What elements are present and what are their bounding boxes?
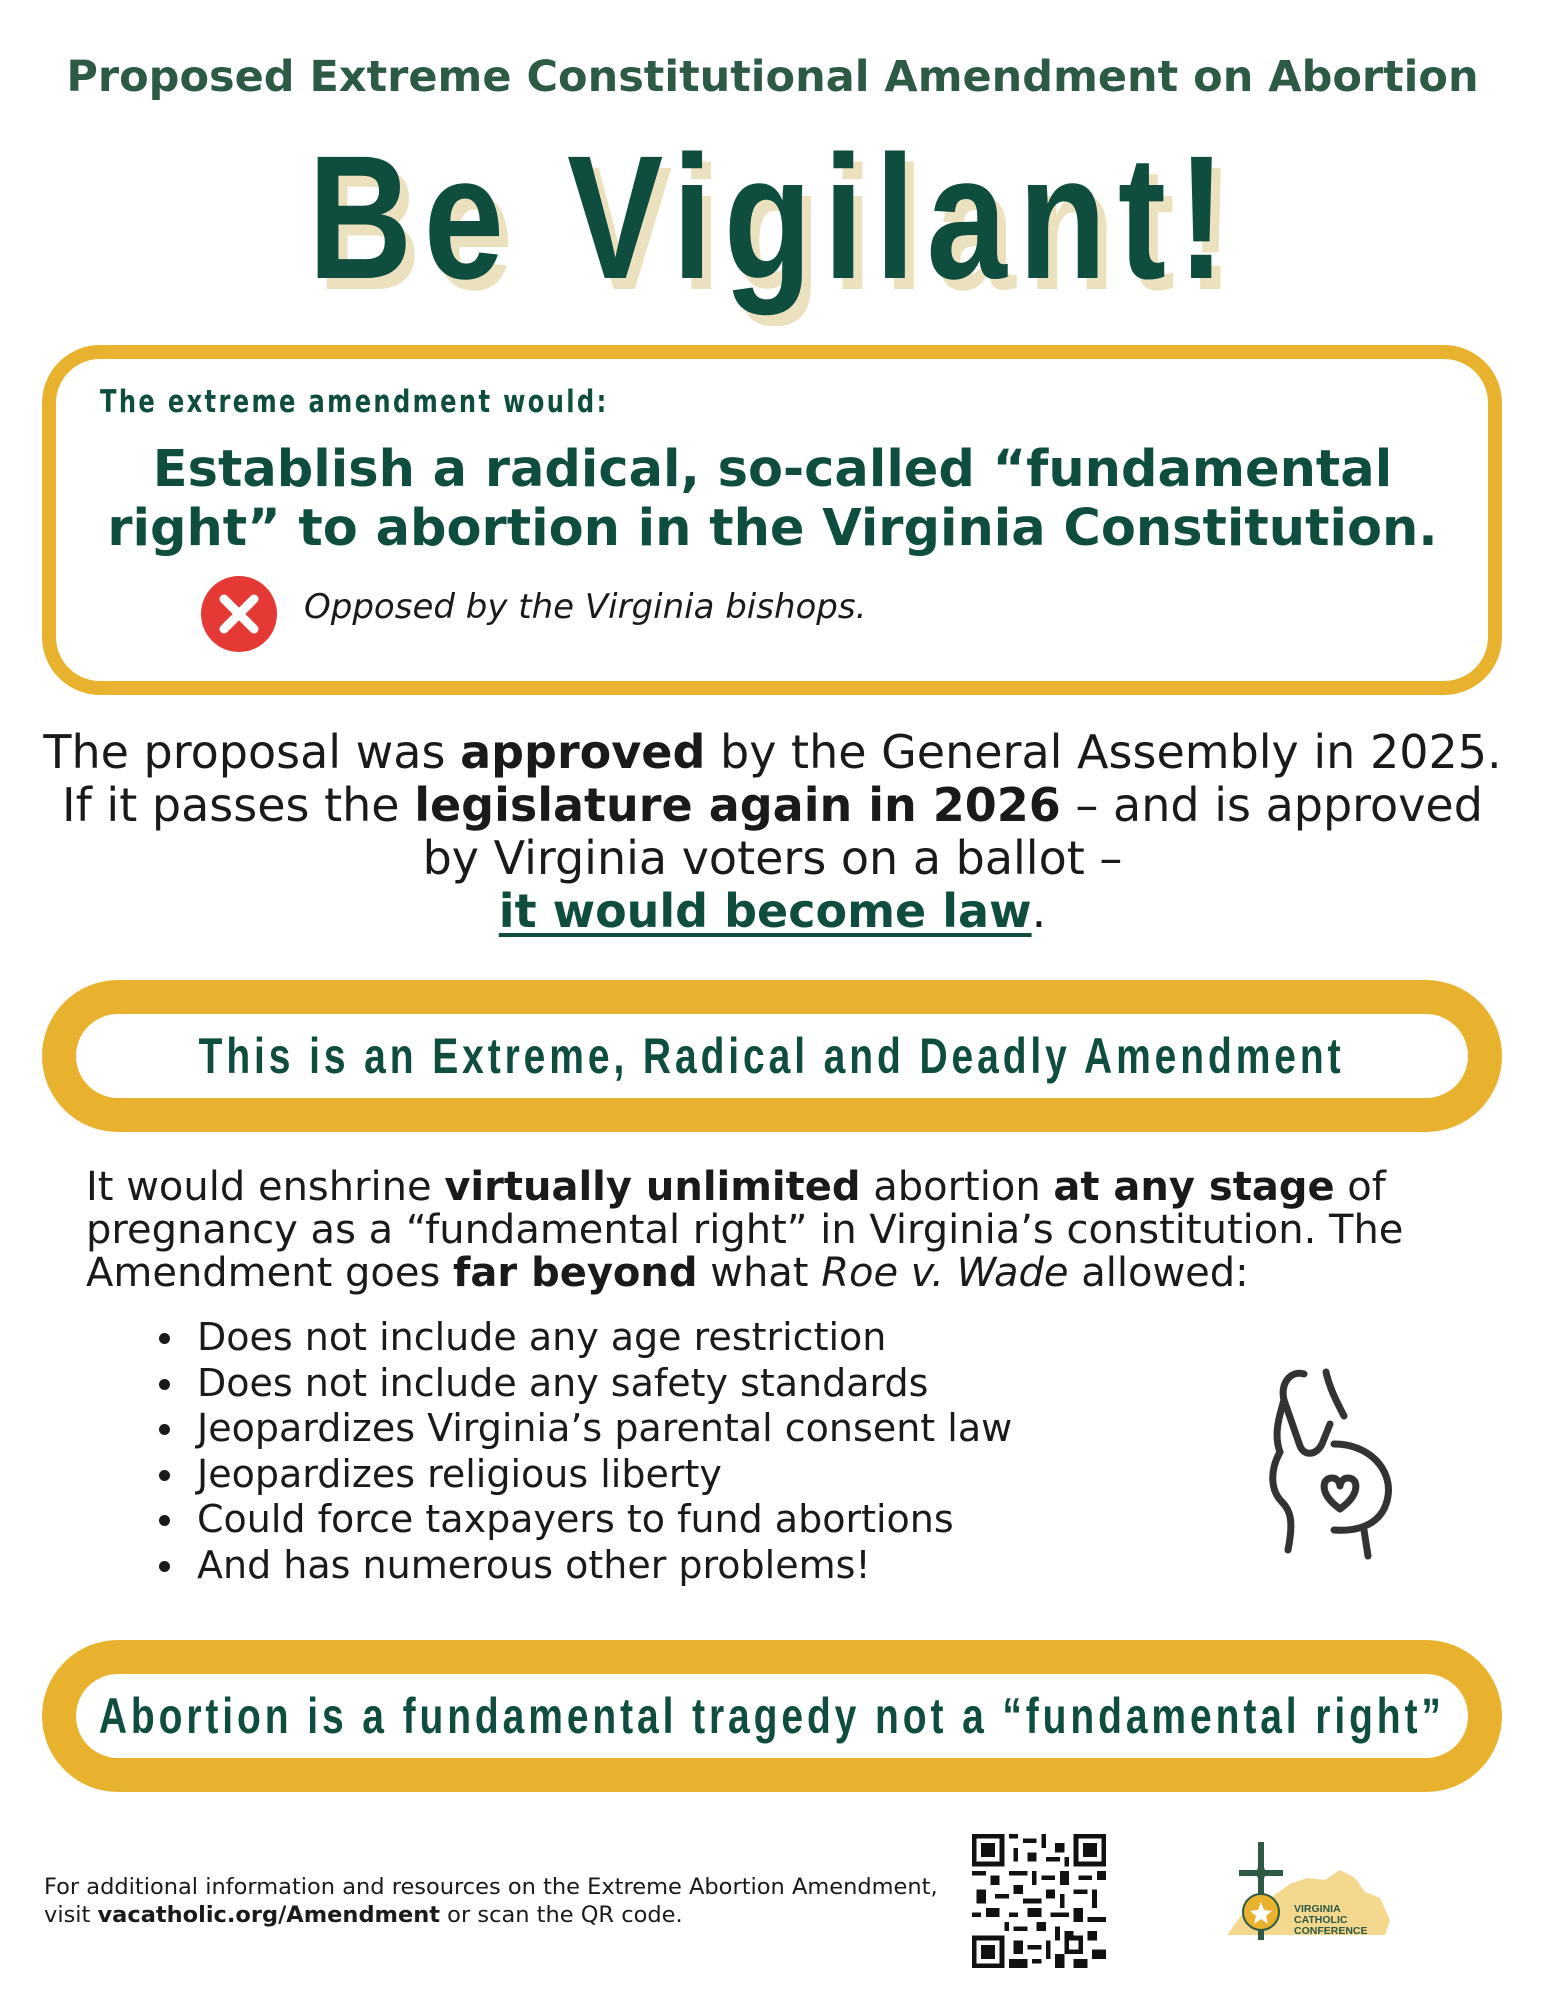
details-text-3: of pregnancy as a “fundamental right” in Virginia’s constitution. The Amendment goes [86, 1164, 1404, 1296]
tragedy-banner [42, 1640, 1502, 1792]
banner-inner [76, 1014, 1468, 1098]
extreme-amendment-banner [42, 980, 1502, 1132]
status-bold-approved: approved [460, 725, 706, 779]
status-text-1: The proposal was [43, 725, 461, 779]
footer-text-1: For additional information and resources on the Extreme Abortion Amendment, visit [44, 1874, 938, 1928]
qr-code-icon[interactable] [972, 1834, 1106, 1968]
amendment-box-label: The extreme amendment would: [100, 384, 609, 420]
details-text-4: what [697, 1250, 822, 1296]
list-item: Does not include any age restriction [155, 1315, 1012, 1361]
status-bold-legislature: legislature again in 2026 [414, 778, 1061, 832]
footer-info [44, 1873, 944, 1929]
roe-v-wade: Roe v. Wade [821, 1250, 1069, 1296]
footer-text-2: or scan the QR code. [440, 1902, 683, 1928]
logo-text-line: CONFERENCE [1294, 1925, 1368, 1937]
banner-text: Abortion is a fundamental tragedy not a “fundamental right” [99, 1688, 1446, 1744]
x-circle-icon [199, 574, 279, 654]
become-law-emphasis: it would become law [498, 884, 1032, 938]
status-paragraph [30, 726, 1515, 938]
details-bold-1: virtually unlimited [444, 1164, 861, 1210]
status-text-4: . [1031, 884, 1047, 938]
list-item: Does not include any safety standards [155, 1361, 1012, 1407]
banner-inner [76, 1674, 1468, 1758]
amendment-statement: Establish a radical, so-called “fundamental right” to abortion in the Virginia Constitution. [107, 440, 1438, 558]
details-text-5: allowed: [1068, 1250, 1249, 1296]
details-bold-3: far beyond [453, 1250, 698, 1296]
details-paragraph [86, 1166, 1446, 1295]
details-bold-2: at any stage [1053, 1164, 1335, 1210]
details-text-2: abortion [860, 1164, 1054, 1210]
list-item: Jeopardizes Virginia’s parental consent law [155, 1406, 1012, 1452]
pregnant-woman-icon [1260, 1360, 1410, 1560]
logo-text-line: CATHOLIC [1294, 1914, 1348, 1926]
logo-text-line: VIRGINIA [1294, 1903, 1341, 1915]
problems-list [155, 1315, 1012, 1588]
list-item: Could force taxpayers to fund abortions [155, 1497, 1012, 1543]
page-title: Be Vigilant! [308, 120, 1237, 316]
status-text-3: – and is approved by Virginia voters on a ballot – [422, 778, 1483, 885]
status-text-2: by the General Assembly in 2025. If it passes the [62, 725, 1502, 832]
subtitle-heading: Proposed Extreme Constitutional Amendment on Abortion [66, 52, 1479, 102]
opposed-note: Opposed by the Virginia bishops. [304, 587, 867, 627]
list-item: Jeopardizes religious liberty [155, 1452, 1012, 1498]
list-item: And has numerous other problems! [155, 1543, 1012, 1589]
banner-text: This is an Extreme, Radical and Deadly Amendment [199, 1028, 1345, 1084]
details-text-1: It would enshrine [86, 1164, 445, 1210]
logo-text [1294, 1904, 1368, 1937]
amendment-link[interactable]: vacatholic.org/Amendment [97, 1902, 441, 1928]
